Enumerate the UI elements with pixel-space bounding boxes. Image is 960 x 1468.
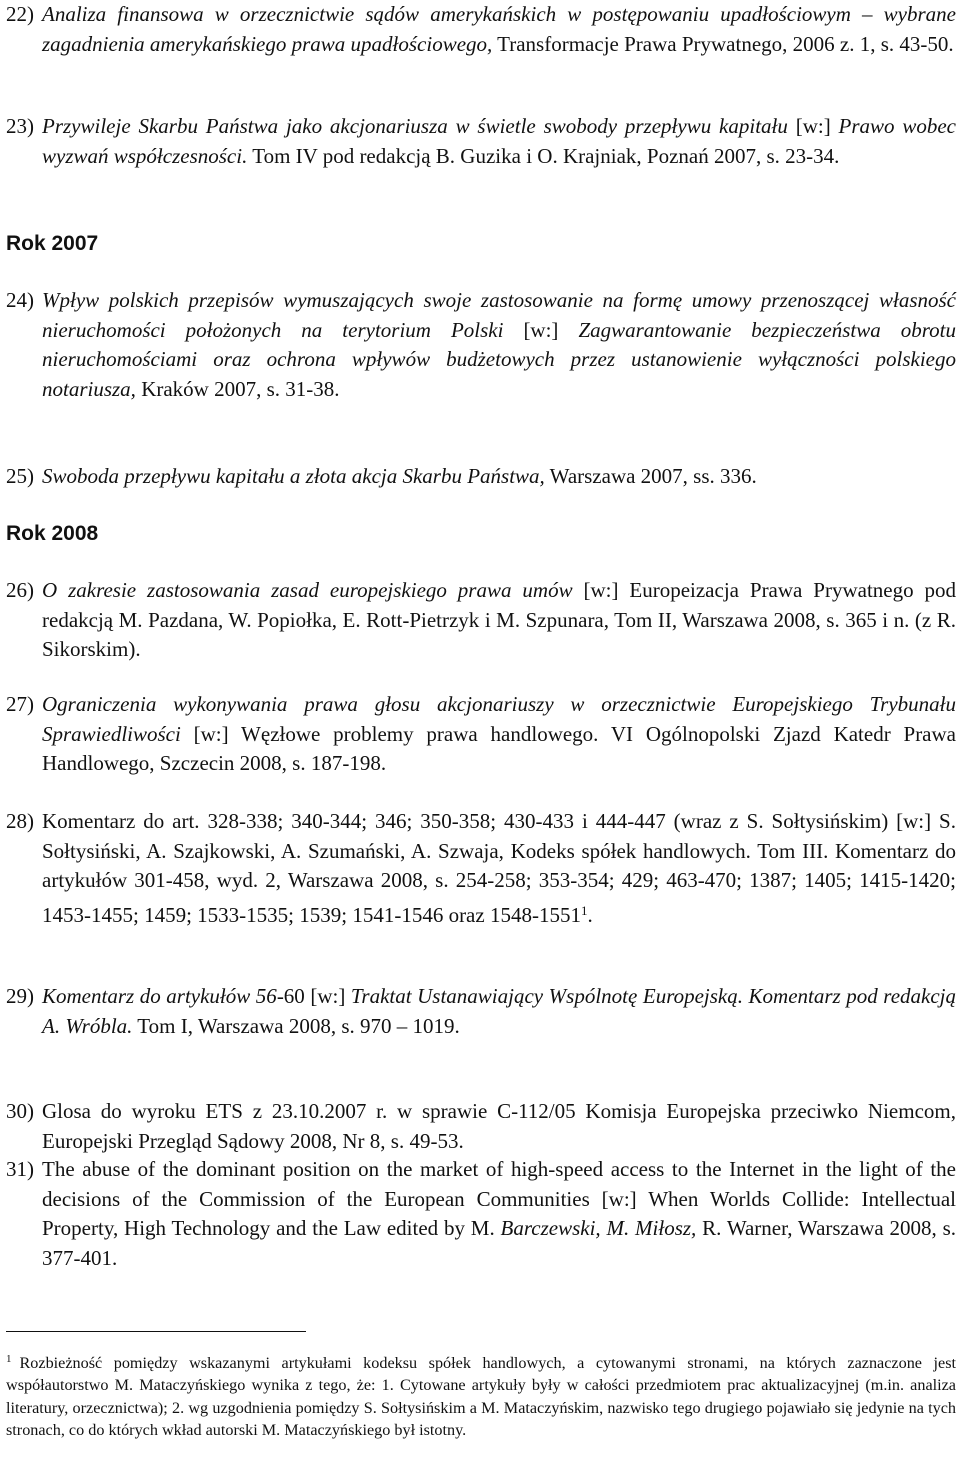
year-heading-2007: Rok 2007 <box>6 232 99 255</box>
entry-title: Przywileje Skarbu Państwa jako akcjonariusza w świetle swobody przepływu kapitału <box>42 114 788 138</box>
entry-title: O zakresie zastosowania zasad europejskiego prawa umów <box>42 578 573 602</box>
entry-number: 26) <box>6 578 34 602</box>
entry-in: [w:] <box>503 317 579 342</box>
entry-book: Traktat Ustanawiający Wspólnotę Europejską. Komentarz pod redakcją A. Wróbla. <box>42 984 956 1038</box>
entry-text: Glosa do wyroku ETS z 23.10.2007 r. w sprawie C-112/05 Komisja Europejska przeciwko Niemcom, Europejski Przegląd Sądowy 2008, Nr 8, s. 49-53. <box>42 1099 956 1153</box>
entry-number: 24) <box>6 288 34 312</box>
footnote <box>6 1348 956 1442</box>
entry-source: Transformacje Prawa Prywatnego, 2006 z. 1, s. 43-50. <box>492 31 954 56</box>
entry-title: Wpływ polskich przepisów wymuszających swoje zastosowanie na formę umowy przenoszącej własność nieruchomości położonych na terytorium Polski <box>42 288 956 342</box>
entry-number: 28) <box>6 809 34 833</box>
entry-31 <box>6 1155 956 1273</box>
entry-number: 29) <box>6 984 34 1008</box>
footnote-mark: 1 <box>6 1353 12 1365</box>
footnote-separator <box>6 1331 306 1332</box>
entry-source: Tom IV pod redakcją B. Guzika i O. Krajniak, Poznań 2007, s. 23-34. <box>247 143 840 168</box>
entry-26 <box>6 576 956 665</box>
entry-title: Swoboda przepływu kapitału a złota akcja Skarbu Państwa, <box>42 464 545 488</box>
entry-29 <box>6 982 956 1041</box>
entry-source: [w:] Europeizacja Prawa Prywatnego pod redakcją M. Pazdana, W. Popiołka, E. Rott-Pietrzyk i M. Szpunara, Tom II, Warszawa 2008, s. 365 i n. (z R. Sikorskim). <box>42 578 957 661</box>
entry-text: The abuse of the dominant position on the market of high-speed access to the Internet in the light of the decisions of the Commission of the European Communities [w:] When Worlds Collide: Intellectual Property, High Technology and the Law edited by M. <box>42 1157 956 1240</box>
entry-source: [w:] Węzłowe problemy prawa handlowego. VI Ogólnopolski Zjazd Katedr Prawa Handlowego, Szczecin 2008, s. 187-198. <box>42 721 956 775</box>
entry-in: [w:] <box>787 114 839 138</box>
entry-number: 22) <box>6 2 34 26</box>
entry-title: Ograniczenia wykonywania prawa głosu akcjonariuszy w orzecznictwie Europejskiego Trybunału Sprawiedliwości <box>42 692 956 746</box>
entry-end: . <box>587 902 593 927</box>
entry-number: 31) <box>6 1157 34 1181</box>
entry-24 <box>6 286 956 404</box>
entry-source: Tom I, Warszawa 2008, s. 970 – 1019. <box>132 1013 460 1038</box>
entry-number: 25) <box>6 464 34 488</box>
year-heading-2008: Rok 2008 <box>6 522 99 545</box>
entry-27 <box>6 690 956 779</box>
entry-book: Prawo wobec wyzwań współczesności. <box>42 114 956 168</box>
entry-book: Zagwarantowanie bezpieczeństwa obrotu nieruchomościami oraz ochrona wpływów budżetowych przez ustanowienie wyłączności polskiego notariusza, <box>42 317 956 401</box>
entry-23 <box>6 112 956 171</box>
entry-30 <box>6 1097 956 1156</box>
entry-source: Warszawa 2007, ss. 336. <box>544 464 757 488</box>
entry-title: Analiza finansowa w orzecznictwie sądów amerykańskich w postępowaniu upadłościowym – wybrane zagadnienia amerykańskiego prawa upadłościowego, <box>42 2 956 56</box>
entry-text: Komentarz do art. 328-338; 340-344; 346; 350-358; 430-433 i 444-447 (wraz z S. Sołtysińskim) [w:] S. Sołtysiński, A. Szajkowski, A. Szumański, A. Szwaja, Kodeks spółek handlowych. Tom III. Komentarz do artykułów 301-458, wyd. 2, Warszawa 2008, s. 254-258; 353-354; 429; 463-470; 1387; 1405; 1415-1420; 1453-1455; 1459; 1533-1535; 1539; 1541-1546 oraz 1548-1551 <box>42 809 956 927</box>
entry-22 <box>6 0 956 59</box>
footnote-reference: 1 <box>580 902 588 918</box>
entry-source: Kraków 2007, s. 31-38. <box>135 376 340 401</box>
entry-number: 23) <box>6 114 34 138</box>
entry-number: 30) <box>6 1099 34 1123</box>
entry-number: 27) <box>6 692 34 716</box>
entry-title: Komentarz do artykułów 56 <box>42 984 277 1008</box>
entry-25 <box>6 462 956 492</box>
footnote-text: Rozbieżność pomiędzy wskazanymi artykułami kodeksu spółek handlowych, a cytowanymi stronami, na których zaznaczone jest współautorstwo M. Mataczyńskiego wynika z tego, że: 1. Cytowane artykuły były w całości przedmiotem prac aktualizacyjnej (m.in. analiza literatury, orzecznictwa); 2. wg uzgodnienia pomiędzy S. Sołtysińskim a M. Mataczyńskim, nazwisko tego drugiego pojawiało się jedynie na tych stronach, co do których wkład autorski M. Mataczyńskiego był istotny. <box>6 1354 956 1440</box>
entry-editors: Barczewski, M. Miłosz, <box>494 1216 697 1240</box>
entry-source: R. Warner, Warszawa 2008, s. 377-401. <box>42 1216 956 1270</box>
entry-28 <box>6 807 956 930</box>
entry-in: -60 [w:] <box>276 984 351 1008</box>
